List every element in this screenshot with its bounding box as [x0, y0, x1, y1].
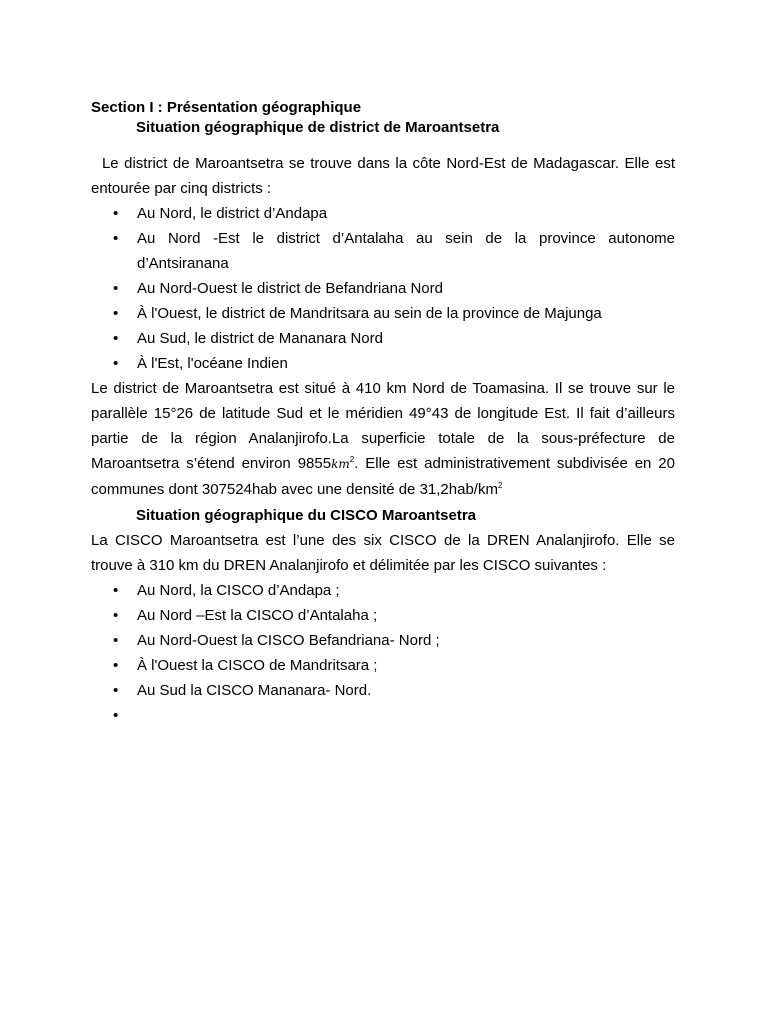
- list-item: • À l'Ouest la CISCO de Mandritsara ;: [91, 653, 675, 678]
- bullet-icon: •: [113, 230, 119, 247]
- district-neighbors-list: [91, 201, 675, 376]
- list-item: • Au Nord-Ouest le district de Befandriana Nord: [91, 276, 675, 301]
- list-item: • Au Nord, le district d’Andapa: [91, 201, 675, 226]
- cisco-intro: La CISCO Maroantsetra est l’une des six CISCO de la DREN Analanjirofo. Elle se trouve à 310 km du DREN Analanjirofo et délimitée par les CISCO suivantes :: [91, 532, 675, 574]
- list-item: • À l'Ouest, le district de Mandritsara au sein de la province de Majunga: [91, 301, 675, 326]
- bullet-icon: •: [113, 582, 119, 599]
- bullet-icon: •: [113, 305, 119, 322]
- list-item: • Au Nord –Est la CISCO d’Antalaha ;: [91, 603, 675, 628]
- bullet-icon: •: [113, 205, 119, 222]
- list-item: • Au Nord-Ouest la CISCO Befandriana- Nord ;: [91, 628, 675, 653]
- bullet-icon: •: [113, 280, 119, 297]
- list-item: • Au Nord, la CISCO d’Andapa ;: [91, 578, 675, 603]
- bullet-icon: •: [113, 330, 119, 347]
- bullet-icon: •: [113, 632, 119, 649]
- list-item: [91, 703, 675, 728]
- section-title: Section I : Présentation géographique: [91, 99, 362, 116]
- district-subtitle: Situation géographique de district de Maroantsetra: [136, 119, 500, 136]
- list-item: • À l'Est, l'océane Indien: [91, 351, 675, 376]
- list-item: • Au Sud la CISCO Mananara- Nord.: [91, 678, 675, 703]
- cisco-subtitle: Situation géographique du CISCO Maroantsetra: [136, 507, 477, 524]
- bullet-icon: •: [113, 682, 119, 699]
- bullet-icon: •: [113, 355, 119, 372]
- district-intro: Le district de Maroantsetra se trouve dans la côte Nord-Est de Madagascar. Elle est entourée par cinq districts :: [91, 155, 680, 197]
- document-page: [91, 98, 680, 728]
- list-item: • Au Nord -Est le district d’Antalaha au sein de la province autonome d’Antsiranana: [91, 226, 675, 276]
- km-unit: km: [331, 457, 350, 471]
- bullet-icon: •: [113, 657, 119, 674]
- district-description: Le district de Maroantsetra est situé à 410 km Nord de Toamasina. Il se trouve sur le parallèle 15°26 de latitude Sud et le méridien 49°43 de longitude Est. Il fait d’ailleurs partie de la région Analanjirofo.La superficie totale de la sous-préfecture de Maroantsetra s’étend environ $9855km^2$. Elle est administrativement subdivisée en 20 communes dont 307524hab avec une densité de $31,2hab/km^2$: [91, 380, 675, 498]
- bullet-icon: •: [113, 707, 119, 724]
- bullet-icon: •: [113, 607, 119, 624]
- list-item: • Au Sud, le district de Mananara Nord: [91, 326, 675, 351]
- cisco-neighbors-list: [91, 578, 675, 728]
